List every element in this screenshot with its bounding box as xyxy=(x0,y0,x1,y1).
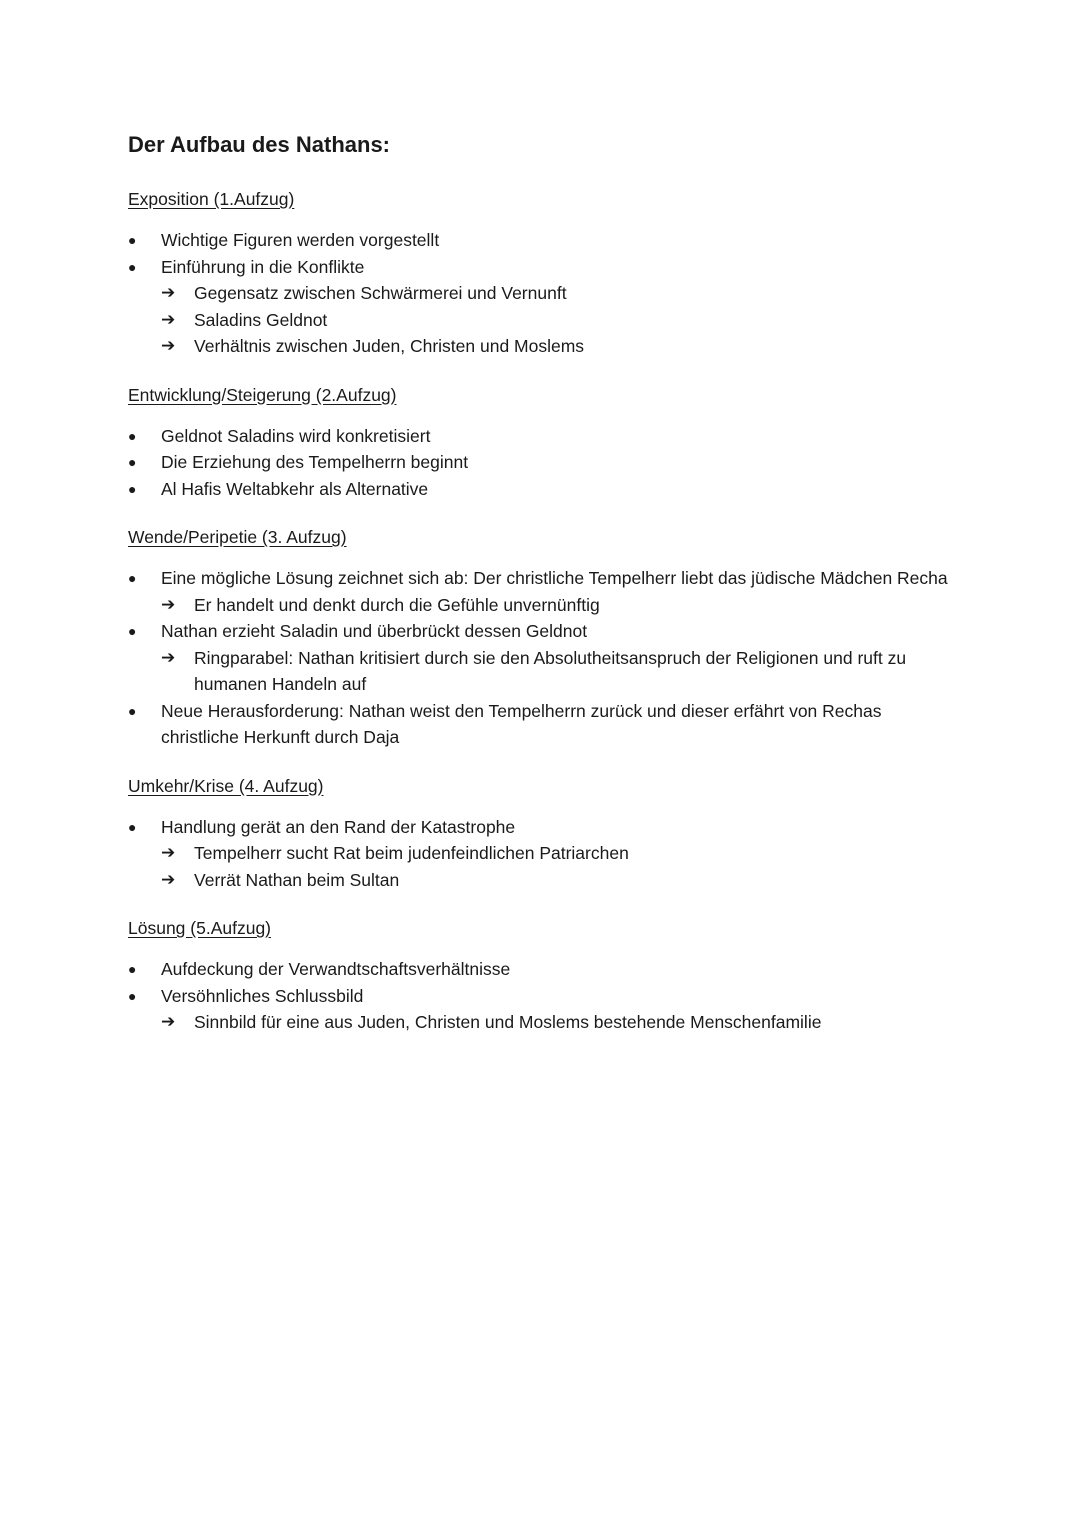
arrow-list xyxy=(128,645,958,698)
page-title: Der Aufbau des Nathans: xyxy=(128,132,391,157)
bullet-dot-icon: ● xyxy=(128,623,137,639)
list-item xyxy=(128,254,958,360)
list-item xyxy=(128,476,958,503)
sub-list-item-text: Saladins Geldnot xyxy=(194,309,328,330)
right-arrow-icon: ➔ xyxy=(161,869,176,889)
right-arrow-icon: ➔ xyxy=(161,1012,176,1031)
section-heading: Entwicklung/Steigerung (2.Aufzug) xyxy=(128,384,397,405)
document-page xyxy=(128,128,958,1058)
section-heading: Wende/Peripetie (3. Aufzug) xyxy=(128,527,347,547)
right-arrow-icon: ➔ xyxy=(161,283,176,302)
list-item-text: Die Erziehung des Tempelherrn beginnt xyxy=(161,452,469,472)
sub-list-item-text: Gegensatz zwischen Schwärmerei und Vernunft xyxy=(194,283,567,303)
list-item xyxy=(128,565,958,618)
sub-list-item xyxy=(161,280,958,307)
bullet-dot-icon: ● xyxy=(128,480,137,497)
list-item xyxy=(128,698,958,751)
arrow-list xyxy=(128,280,958,360)
bullet-dot-icon: ● xyxy=(128,454,137,470)
sub-list-item-text: Tempelherr sucht Rat beim judenfeindlichen Patriarchen xyxy=(194,843,629,863)
bullet-list xyxy=(128,565,958,751)
right-arrow-icon: ➔ xyxy=(161,336,176,355)
section-heading: Exposition (1.Aufzug) xyxy=(128,189,295,209)
list-item xyxy=(128,956,958,983)
list-item-text: Eine mögliche Lösung zeichnet sich ab: Der christliche Tempelherr liebt das jüdische Mädchen Recha xyxy=(161,568,948,588)
bullet-dot-icon: ● xyxy=(128,427,137,444)
section xyxy=(128,524,958,751)
list-item xyxy=(128,814,958,894)
list-item xyxy=(128,983,958,1036)
bullet-list xyxy=(128,956,958,1036)
list-item-text: Versöhnliches Schlussbild xyxy=(161,985,364,1006)
list-item-text: Handlung gerät an den Rand der Katastrophe xyxy=(161,816,516,837)
sub-list-item xyxy=(161,1009,958,1036)
sub-list-item-text: Er handelt und denkt durch die Gefühle unvernünftig xyxy=(194,594,600,615)
section xyxy=(128,186,958,360)
right-arrow-icon: ➔ xyxy=(161,309,176,329)
bullet-dot-icon: ● xyxy=(128,818,137,835)
sub-list-item xyxy=(161,867,958,894)
bullet-list xyxy=(128,227,958,360)
bullet-list xyxy=(128,423,958,503)
list-item-text: Einführung in die Konflikte xyxy=(161,256,365,277)
bullet-dot-icon: ● xyxy=(128,232,137,248)
section-heading: Lösung (5.Aufzug) xyxy=(128,918,272,938)
right-arrow-icon: ➔ xyxy=(161,647,176,667)
list-item-text: Wichtige Figuren werden vorgestellt xyxy=(161,230,440,250)
sub-list-item xyxy=(161,645,958,698)
bullet-dot-icon: ● xyxy=(128,258,137,275)
sub-list-item-text: Ringparabel: Nathan kritisiert durch sie den Absolutheitsanspruch der Religionen und ruft zu humanen Handeln auf xyxy=(194,647,907,694)
section xyxy=(128,382,958,503)
bullet-list xyxy=(128,814,958,894)
list-item xyxy=(128,227,958,254)
list-item-text: Geldnot Saladins wird konkretisiert xyxy=(161,425,431,446)
list-item xyxy=(128,423,958,450)
sub-list-item xyxy=(161,307,958,334)
list-item-text: Nathan erzieht Saladin und überbrückt dessen Geldnot xyxy=(161,621,588,641)
right-arrow-icon: ➔ xyxy=(161,843,176,862)
sub-list-item-text: Verrät Nathan beim Sultan xyxy=(194,869,400,890)
list-item xyxy=(128,618,958,698)
sub-list-item xyxy=(161,840,958,867)
bullet-dot-icon: ● xyxy=(128,702,137,719)
arrow-list xyxy=(128,840,958,893)
section xyxy=(128,915,958,1036)
right-arrow-icon: ➔ xyxy=(161,594,176,614)
list-item xyxy=(128,449,958,476)
section-heading: Umkehr/Krise (4. Aufzug) xyxy=(128,775,324,796)
sub-list-item-text: Verhältnis zwischen Juden, Christen und Moslems xyxy=(194,336,585,356)
arrow-list xyxy=(128,1009,958,1036)
arrow-list xyxy=(128,592,958,619)
bullet-dot-icon: ● xyxy=(128,961,137,977)
sub-list-item xyxy=(161,592,958,619)
bullet-dot-icon: ● xyxy=(128,987,137,1004)
bullet-dot-icon: ● xyxy=(128,570,137,586)
list-item-text: Neue Herausforderung: Nathan weist den Tempelherrn zurück und dieser erfährt von Rechas christliche Herkunft durch Daja xyxy=(161,700,882,747)
sections-container xyxy=(128,186,958,1036)
section xyxy=(128,773,958,894)
sub-list-item-text: Sinnbild für eine aus Juden, Christen und Moslems bestehende Menschenfamilie xyxy=(194,1012,822,1032)
sub-list-item xyxy=(161,333,958,360)
list-item-text: Al Hafis Weltabkehr als Alternative xyxy=(161,478,429,499)
list-item-text: Aufdeckung der Verwandtschaftsverhältnisse xyxy=(161,959,511,979)
